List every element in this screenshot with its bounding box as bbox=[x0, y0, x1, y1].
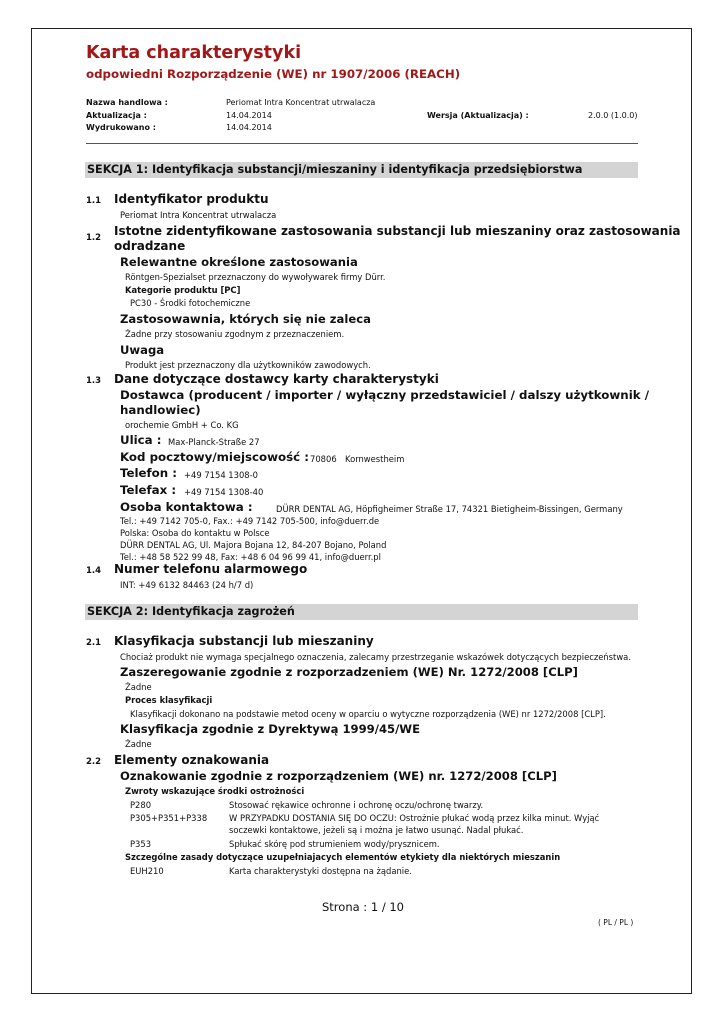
pc-label: Kategorie produktu [PC] bbox=[125, 285, 241, 295]
directive-heading: Klasyfikacja zgodnie z Dyrektywą 1999/45/WE bbox=[120, 722, 421, 736]
contact-label: Osoba kontaktowa : bbox=[120, 500, 253, 514]
fax-value: +49 7154 1308-40 bbox=[184, 487, 264, 497]
procedure-text: Klasyfikacji dokonano na podstawie metod oceny w oparciu o wytyczne rozporządzenia (WE) nr 1272/2008 [CLP]. bbox=[130, 709, 606, 719]
section-2-heading: SEKCJA 2: Identyfikacja zagrożeń bbox=[85, 604, 638, 620]
euh-code: EUH210 bbox=[130, 866, 164, 876]
supplier-heading-line2: handlowiec) bbox=[120, 403, 201, 417]
phone-label: Telefon : bbox=[120, 466, 177, 480]
s14-number: 1.4 bbox=[86, 566, 102, 576]
trade-name-value: Periomat Intra Koncentrat utrwalacza bbox=[226, 98, 376, 107]
statement-text: Spłukać skórę pod strumieniem wody/prysznicem. bbox=[229, 839, 440, 849]
contact-line5: Tel.: +48 58 522 99 48, Fax: +48 6 04 96 99 41, info@duerr.pl bbox=[120, 552, 381, 562]
procedure-label: Proces klasyfikacji bbox=[125, 695, 213, 705]
revision-label: Aktualizacja : bbox=[86, 111, 147, 120]
note-heading: Uwaga bbox=[120, 343, 165, 357]
euh-text: Karta charakterystyki dostępna na żądanie. bbox=[229, 866, 412, 876]
contact-line1: DÜRR DENTAL AG, Höpfigheimer Straße 17, 74321 Bietigheim-Bissingen, Germany bbox=[276, 504, 623, 514]
phone-value: +49 7154 1308-0 bbox=[184, 470, 258, 480]
version-value: 2.0.0 (1.0.0) bbox=[588, 111, 638, 120]
street-value: Max-Planck-Straße 27 bbox=[168, 437, 260, 447]
statement-text: Stosować rękawice ochronne i ochronę oczu/ochronę twarzy. bbox=[229, 800, 484, 810]
directive-text: Żadne bbox=[125, 739, 152, 749]
special-rules-label: Szczególne zasady dotyczące uzupełniajacych elementów etykiety dla niektórych mieszanin bbox=[125, 852, 561, 862]
contact-line4: DÜRR DENTAL AG, Ul. Majora Bojana 12, 84-207 Bojano, Poland bbox=[120, 540, 387, 550]
clp-text: Żadne bbox=[125, 682, 152, 692]
contact-line3: Polska: Osoba do kontaktu w Polsce bbox=[120, 528, 270, 538]
s12-number: 1.2 bbox=[86, 233, 102, 243]
relevant-uses-heading: Relewantne określone zastosowania bbox=[120, 255, 358, 269]
s21-text: Chociaż produkt nie wymaga specjalnego oznaczenia, zalecamy przestrzeganie wskazówek dotyczących bezpieczeństwa. bbox=[120, 652, 631, 662]
s22-heading: Elementy oznakowania bbox=[114, 753, 270, 767]
city: Kornwestheim bbox=[345, 454, 405, 464]
s14-text: INT: +49 6132 84463 (24 h/7 d) bbox=[120, 580, 254, 590]
printed-label: Wydrukowano : bbox=[86, 123, 156, 132]
document-subtitle: odpowiedni Rozporządzenie (WE) nr 1907/2006 (REACH) bbox=[86, 67, 461, 81]
supplier-name: orochemie GmbH + Co. KG bbox=[125, 420, 239, 430]
s13-heading: Dane dotyczące dostawcy karty charakterystyki bbox=[114, 372, 439, 386]
statement-code: P305+P351+P338 bbox=[130, 813, 208, 823]
s21-heading: Klasyfikacja substancji lub mieszaniny bbox=[114, 634, 374, 648]
not-recommended-heading: Zastosowawnia, których się nie zaleca bbox=[120, 312, 371, 326]
version-label: Wersja (Aktualizacja) : bbox=[427, 111, 529, 120]
page-number: Strona : 1 / 10 bbox=[322, 900, 404, 914]
fax-label: Telefax : bbox=[120, 483, 177, 497]
statement-text: W PRZYPADKU DOSTANIA SIĘ DO OCZU: Ostrożnie płukać wodą przez kilka minut. Wyjąć bbox=[229, 813, 600, 823]
revision-value: 14.04.2014 bbox=[226, 111, 272, 120]
s13-number: 1.3 bbox=[86, 376, 102, 386]
labelling-heading: Oznakowanie zgodnie z rozporządzeniem (WE) nr. 1272/2008 [CLP] bbox=[120, 769, 557, 783]
not-recommended-text: Żadne przy stosowaniu zgodnym z przeznaczeniem. bbox=[125, 329, 345, 339]
s12-heading-line2: odradzane bbox=[114, 239, 186, 253]
document-title: Karta charakterystyki bbox=[86, 43, 302, 63]
precaution-label: Zwroty wskazujące środki ostrożności bbox=[125, 786, 305, 796]
statement-code: P353 bbox=[130, 839, 152, 849]
pc-text: PC30 - Środki fotochemiczne bbox=[130, 298, 251, 308]
contact-line2: Tel.: +49 7142 705-0, Fax.: +49 7142 705-500, info@duerr.de bbox=[120, 516, 380, 526]
supplier-heading-line1: Dostawca (producent / importer / wyłączny przedstawiciel / dalszy użytkownik / bbox=[120, 388, 649, 402]
s12-heading-line1: Istotne zidentyfikowane zastosowania substancji lub mieszaniny oraz zastosowania bbox=[114, 224, 681, 238]
s11-number: 1.1 bbox=[86, 196, 102, 206]
statement-code: P280 bbox=[130, 800, 152, 810]
statement-text-continued: soczewki kontaktowe, jeżeli są i można je łatwo usunąć. Nadal płukać. bbox=[229, 825, 524, 835]
header-divider bbox=[86, 143, 638, 144]
s11-text: Periomat Intra Koncentrat utrwalacza bbox=[120, 210, 277, 220]
postal-label: Kod pocztowy/miejscowość : bbox=[120, 450, 309, 464]
note-text: Produkt jest przeznaczony dla użytkowników zawodowych. bbox=[125, 360, 371, 370]
s11-heading: Identyfikator produktu bbox=[114, 192, 269, 206]
trade-name-label: Nazwa handlowa : bbox=[86, 98, 168, 107]
clp-heading: Zaszeregowanie zgodnie z rozporzadzeniem (WE) Nr. 1272/2008 [CLP] bbox=[120, 665, 578, 679]
s14-heading: Numer telefonu alarmowego bbox=[114, 562, 308, 576]
section-1-heading: SEKCJA 1: Identyfikacja substancji/mieszaniny i identyfikacja przedsiębiorstwa bbox=[85, 162, 638, 178]
printed-value: 14.04.2014 bbox=[226, 123, 272, 132]
street-label: Ulica : bbox=[120, 433, 162, 447]
s21-number: 2.1 bbox=[86, 638, 102, 648]
s22-number: 2.2 bbox=[86, 757, 102, 767]
language-code: ( PL / PL ) bbox=[598, 918, 634, 927]
postal-code: 70806 bbox=[310, 454, 337, 464]
relevant-uses-text: Röntgen-Spezialset przeznaczony do wywoływarek firmy Dürr. bbox=[125, 272, 386, 282]
